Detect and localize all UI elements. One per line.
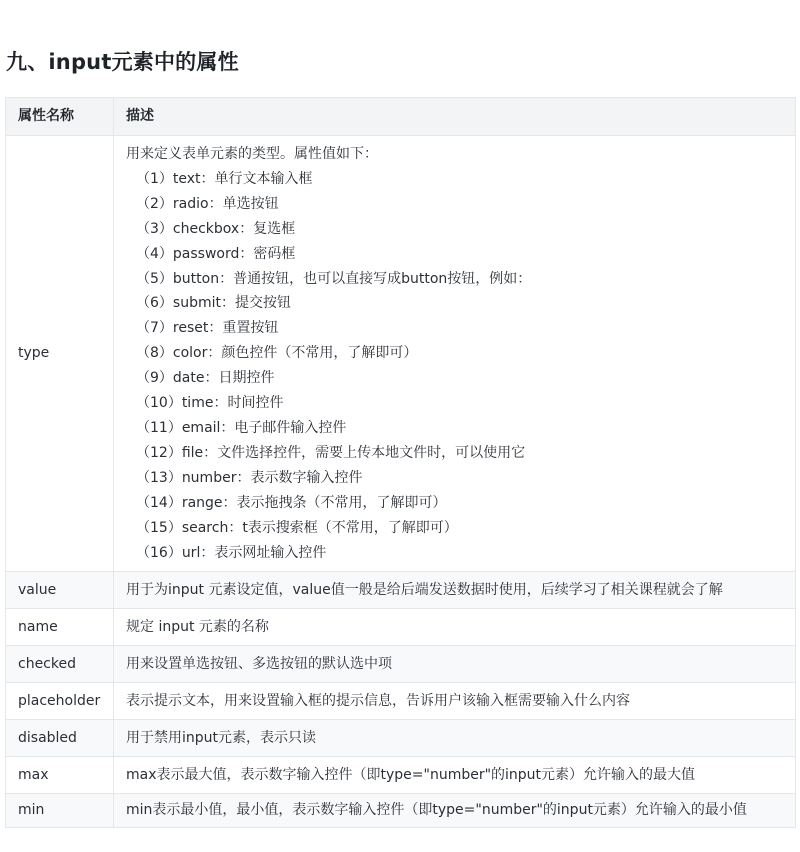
attr-name-cell: checked bbox=[6, 646, 114, 683]
type-option: （8）color：颜色控件（不常用，了解即可） bbox=[136, 345, 418, 362]
type-option: （3）checkbox：复选框 bbox=[136, 220, 296, 237]
attr-desc-cell: 用来设置单选按钮、多选按钮的默认选中项 bbox=[114, 646, 796, 683]
section-title: 九、input元素中的属性 bbox=[6, 50, 239, 74]
attr-name-cell: max bbox=[6, 757, 114, 794]
attr-desc-cell: 用于禁用input元素，表示只读 bbox=[114, 720, 796, 757]
attr-name-cell: disabled bbox=[6, 720, 114, 757]
attr-desc-cell: 表示提示文本，用来设置输入框的提示信息，告诉用户该输入框需要输入什么内容 bbox=[114, 683, 796, 720]
attr-desc-cell: max表示最大值，表示数字输入控件（即type="number"的input元素）允许输入的最大值 bbox=[114, 757, 796, 794]
table-row-min bbox=[6, 794, 796, 828]
table-row-placeholder bbox=[6, 683, 796, 720]
type-option: （4）password：密码框 bbox=[136, 245, 296, 262]
attr-desc-cell bbox=[114, 136, 796, 572]
type-option: （6）submit：提交按钮 bbox=[136, 295, 291, 312]
type-option: （15）search：t表示搜索框（不常用，了解即可） bbox=[136, 519, 458, 536]
table-row-checked bbox=[6, 646, 796, 683]
attr-desc-cell: 用于为input 元素设定值，value值一般是给后端发送数据时使用，后续学习了相关课程就会了解 bbox=[114, 572, 796, 609]
type-option: （12）file：文件选择控件，需要上传本地文件时，可以使用它 bbox=[136, 444, 526, 461]
table-row-disabled bbox=[6, 720, 796, 757]
table-row-max bbox=[6, 757, 796, 794]
type-option: （7）reset：重置按钮 bbox=[136, 320, 279, 337]
header-attr-name: 属性名称 bbox=[6, 98, 114, 136]
type-option: （10）time：时间控件 bbox=[136, 395, 284, 412]
table-row-type bbox=[6, 136, 796, 572]
type-option: （14）range：表示拖拽条（不常用，了解即可） bbox=[136, 494, 447, 511]
type-option: （9）date：日期控件 bbox=[136, 370, 275, 387]
type-option: （2）radio：单选按钮 bbox=[136, 195, 279, 212]
type-option: （16）url：表示网址输入控件 bbox=[136, 544, 327, 561]
type-option: （5）button：普通按钮，也可以直接写成button按钮，例如： bbox=[136, 270, 532, 287]
attr-name-cell: type bbox=[6, 136, 114, 572]
table-row-name bbox=[6, 609, 796, 646]
table-row-value bbox=[6, 572, 796, 609]
attr-name-cell: placeholder bbox=[6, 683, 114, 720]
table-header-row bbox=[6, 98, 796, 136]
type-intro: 用来定义表单元素的类型。属性值如下： bbox=[126, 146, 378, 162]
attr-name-cell: name bbox=[6, 609, 114, 646]
type-option: （11）email：电子邮件输入控件 bbox=[136, 419, 347, 436]
attr-name-cell: value bbox=[6, 572, 114, 609]
attr-desc-cell: 规定 input 元素的名称 bbox=[114, 609, 796, 646]
type-option: （13）number：表示数字输入控件 bbox=[136, 469, 363, 486]
attr-desc-cell: min表示最小值，最小值，表示数字输入控件（即type="number"的input元素）允许输入的最小值 bbox=[114, 794, 796, 828]
type-option: （1）text：单行文本输入框 bbox=[136, 170, 313, 187]
attr-name-cell: min bbox=[6, 794, 114, 828]
attributes-table bbox=[5, 97, 796, 828]
header-description: 描述 bbox=[114, 98, 796, 136]
